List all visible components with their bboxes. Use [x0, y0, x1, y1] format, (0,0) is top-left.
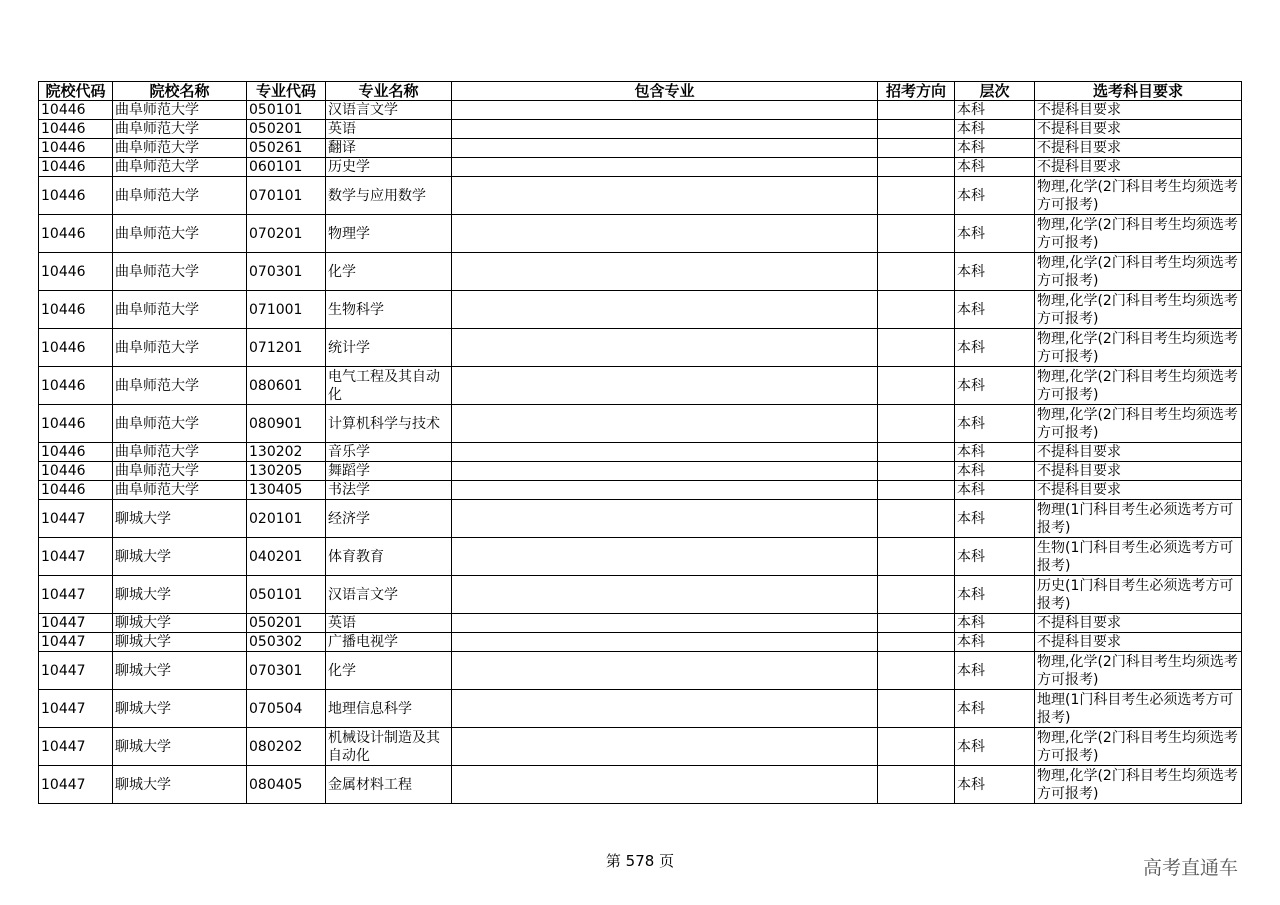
cell-direction: [878, 120, 955, 139]
cell-school-name: 曲阜师范大学: [113, 101, 247, 120]
cell-direction: [878, 291, 955, 329]
table-row: [39, 538, 1242, 576]
cell-included-majors: [452, 576, 878, 614]
cell-school-code: 10447: [39, 728, 113, 766]
cell-direction: [878, 652, 955, 690]
cell-included-majors: [452, 728, 878, 766]
cell-included-majors: [452, 177, 878, 215]
cell-school-name: 曲阜师范大学: [113, 139, 247, 158]
cell-major-code: 040201: [247, 538, 326, 576]
cell-school-name: 曲阜师范大学: [113, 329, 247, 367]
cell-major-name: 经济学: [326, 500, 452, 538]
cell-direction: [878, 462, 955, 481]
cell-major-name: 汉语言文学: [326, 101, 452, 120]
cell-major-name: 音乐学: [326, 443, 452, 462]
cell-school-code: 10446: [39, 253, 113, 291]
table-row: [39, 652, 1242, 690]
cell-level: 本科: [955, 614, 1035, 633]
cell-major-code: 080601: [247, 367, 326, 405]
cell-subject-requirement: 物理,化学(2门科目考生均须选考方可报考): [1035, 177, 1242, 215]
cell-level: 本科: [955, 652, 1035, 690]
cell-school-name: 聊城大学: [113, 633, 247, 652]
cell-school-name: 曲阜师范大学: [113, 367, 247, 405]
cell-school-name: 聊城大学: [113, 538, 247, 576]
cell-school-name: 曲阜师范大学: [113, 158, 247, 177]
cell-school-name: 曲阜师范大学: [113, 177, 247, 215]
cell-direction: [878, 500, 955, 538]
cell-school-code: 10446: [39, 443, 113, 462]
table-row: [39, 462, 1242, 481]
cell-direction: [878, 329, 955, 367]
table-row: [39, 405, 1242, 443]
cell-major-code: 050302: [247, 633, 326, 652]
cell-direction: [878, 538, 955, 576]
cell-level: 本科: [955, 728, 1035, 766]
table-row: [39, 367, 1242, 405]
cell-included-majors: [452, 367, 878, 405]
header-school-name: 院校名称: [113, 82, 247, 101]
cell-subject-requirement: 不提科目要求: [1035, 481, 1242, 500]
cell-school-code: 10446: [39, 367, 113, 405]
cell-major-name: 英语: [326, 614, 452, 633]
cell-major-code: 070201: [247, 215, 326, 253]
cell-included-majors: [452, 120, 878, 139]
header-major-code: 专业代码: [247, 82, 326, 101]
cell-included-majors: [452, 633, 878, 652]
table-row: [39, 253, 1242, 291]
cell-school-name: 曲阜师范大学: [113, 215, 247, 253]
cell-included-majors: [452, 215, 878, 253]
cell-level: 本科: [955, 253, 1035, 291]
cell-school-code: 10446: [39, 291, 113, 329]
cell-major-name: 地理信息科学: [326, 690, 452, 728]
cell-school-code: 10446: [39, 101, 113, 120]
watermark-brand: 高考直通车: [1143, 857, 1239, 879]
table-row: [39, 101, 1242, 120]
cell-major-name: 金属材料工程: [326, 766, 452, 804]
header-school-code: 院校代码: [39, 82, 113, 101]
cell-subject-requirement: 不提科目要求: [1035, 158, 1242, 177]
cell-level: 本科: [955, 405, 1035, 443]
header-included-majors: 包含专业: [452, 82, 878, 101]
cell-direction: [878, 253, 955, 291]
cell-major-code: 050261: [247, 139, 326, 158]
cell-direction: [878, 614, 955, 633]
cell-included-majors: [452, 652, 878, 690]
cell-school-name: 聊城大学: [113, 614, 247, 633]
cell-school-name: 聊城大学: [113, 500, 247, 538]
cell-direction: [878, 633, 955, 652]
cell-major-code: 020101: [247, 500, 326, 538]
cell-subject-requirement: 不提科目要求: [1035, 120, 1242, 139]
cell-included-majors: [452, 405, 878, 443]
cell-level: 本科: [955, 177, 1035, 215]
cell-included-majors: [452, 329, 878, 367]
cell-included-majors: [452, 690, 878, 728]
cell-included-majors: [452, 538, 878, 576]
cell-major-name: 生物科学: [326, 291, 452, 329]
cell-major-name: 体育教育: [326, 538, 452, 576]
cell-subject-requirement: 物理,化学(2门科目考生均须选考方可报考): [1035, 766, 1242, 804]
cell-included-majors: [452, 462, 878, 481]
cell-school-code: 10446: [39, 120, 113, 139]
cell-major-name: 统计学: [326, 329, 452, 367]
cell-level: 本科: [955, 101, 1035, 120]
cell-major-code: 050101: [247, 101, 326, 120]
cell-school-code: 10446: [39, 158, 113, 177]
table-row: [39, 576, 1242, 614]
cell-school-code: 10446: [39, 177, 113, 215]
cell-subject-requirement: 地理(1门科目考生必须选考方可报考): [1035, 690, 1242, 728]
cell-school-name: 曲阜师范大学: [113, 253, 247, 291]
cell-school-name: 聊城大学: [113, 766, 247, 804]
cell-school-name: 曲阜师范大学: [113, 462, 247, 481]
cell-subject-requirement: 物理,化学(2门科目考生均须选考方可报考): [1035, 215, 1242, 253]
cell-subject-requirement: 物理,化学(2门科目考生均须选考方可报考): [1035, 329, 1242, 367]
cell-subject-requirement: 物理,化学(2门科目考生均须选考方可报考): [1035, 728, 1242, 766]
cell-school-code: 10446: [39, 462, 113, 481]
cell-major-code: 080202: [247, 728, 326, 766]
cell-direction: [878, 177, 955, 215]
cell-school-code: 10447: [39, 766, 113, 804]
cell-school-code: 10446: [39, 329, 113, 367]
cell-direction: [878, 690, 955, 728]
cell-subject-requirement: 物理(1门科目考生必须选考方可报考): [1035, 500, 1242, 538]
cell-subject-requirement: 不提科目要求: [1035, 614, 1242, 633]
table-row: [39, 215, 1242, 253]
table-row: [39, 766, 1242, 804]
table-row: [39, 481, 1242, 500]
cell-school-name: 曲阜师范大学: [113, 443, 247, 462]
cell-subject-requirement: 不提科目要求: [1035, 633, 1242, 652]
cell-major-name: 舞蹈学: [326, 462, 452, 481]
cell-school-code: 10447: [39, 614, 113, 633]
cell-school-code: 10446: [39, 481, 113, 500]
cell-school-code: 10446: [39, 215, 113, 253]
cell-major-name: 机械设计制造及其自动化: [326, 728, 452, 766]
cell-school-name: 曲阜师范大学: [113, 120, 247, 139]
cell-major-name: 广播电视学: [326, 633, 452, 652]
cell-included-majors: [452, 291, 878, 329]
cell-included-majors: [452, 158, 878, 177]
cell-major-code: 050201: [247, 120, 326, 139]
cell-major-code: 130405: [247, 481, 326, 500]
cell-direction: [878, 443, 955, 462]
cell-school-code: 10447: [39, 633, 113, 652]
cell-subject-requirement: 历史(1门科目考生必须选考方可报考): [1035, 576, 1242, 614]
cell-direction: [878, 367, 955, 405]
cell-subject-requirement: 物理,化学(2门科目考生均须选考方可报考): [1035, 652, 1242, 690]
cell-school-name: 聊城大学: [113, 652, 247, 690]
cell-direction: [878, 158, 955, 177]
cell-major-code: 050201: [247, 614, 326, 633]
cell-subject-requirement: 物理,化学(2门科目考生均须选考方可报考): [1035, 405, 1242, 443]
cell-included-majors: [452, 481, 878, 500]
cell-level: 本科: [955, 443, 1035, 462]
cell-major-code: 060101: [247, 158, 326, 177]
cell-subject-requirement: 不提科目要求: [1035, 139, 1242, 158]
cell-included-majors: [452, 500, 878, 538]
cell-school-name: 聊城大学: [113, 690, 247, 728]
cell-school-code: 10447: [39, 538, 113, 576]
cell-level: 本科: [955, 766, 1035, 804]
cell-level: 本科: [955, 215, 1035, 253]
cell-major-code: 071201: [247, 329, 326, 367]
cell-major-name: 化学: [326, 253, 452, 291]
table-row: [39, 177, 1242, 215]
page-number: 第 578 页: [605, 852, 675, 870]
cell-major-code: 070301: [247, 253, 326, 291]
table-row: [39, 500, 1242, 538]
cell-school-name: 曲阜师范大学: [113, 481, 247, 500]
cell-major-name: 计算机科学与技术: [326, 405, 452, 443]
table-row: [39, 690, 1242, 728]
cell-major-code: 070301: [247, 652, 326, 690]
cell-major-name: 历史学: [326, 158, 452, 177]
cell-major-code: 080405: [247, 766, 326, 804]
header-major-name: 专业名称: [326, 82, 452, 101]
cell-major-name: 汉语言文学: [326, 576, 452, 614]
cell-school-name: 曲阜师范大学: [113, 291, 247, 329]
cell-level: 本科: [955, 462, 1035, 481]
cell-subject-requirement: 生物(1门科目考生必须选考方可报考): [1035, 538, 1242, 576]
header-direction: 招考方向: [878, 82, 955, 101]
cell-level: 本科: [955, 576, 1035, 614]
cell-major-name: 电气工程及其自动化: [326, 367, 452, 405]
table-body: [39, 101, 1242, 804]
cell-major-code: 130205: [247, 462, 326, 481]
cell-school-name: 聊城大学: [113, 576, 247, 614]
cell-level: 本科: [955, 538, 1035, 576]
cell-major-name: 书法学: [326, 481, 452, 500]
cell-school-code: 10447: [39, 576, 113, 614]
cell-school-code: 10447: [39, 690, 113, 728]
cell-included-majors: [452, 253, 878, 291]
table-row: [39, 139, 1242, 158]
cell-level: 本科: [955, 291, 1035, 329]
cell-school-code: 10446: [39, 139, 113, 158]
cell-level: 本科: [955, 367, 1035, 405]
cell-included-majors: [452, 614, 878, 633]
cell-subject-requirement: 物理,化学(2门科目考生均须选考方可报考): [1035, 367, 1242, 405]
cell-included-majors: [452, 443, 878, 462]
table-row: [39, 614, 1242, 633]
cell-level: 本科: [955, 329, 1035, 367]
cell-subject-requirement: 不提科目要求: [1035, 462, 1242, 481]
cell-major-code: 070101: [247, 177, 326, 215]
header-level: 层次: [955, 82, 1035, 101]
table-row: [39, 120, 1242, 139]
cell-major-name: 化学: [326, 652, 452, 690]
cell-major-code: 070504: [247, 690, 326, 728]
cell-direction: [878, 576, 955, 614]
cell-major-code: 130202: [247, 443, 326, 462]
cell-major-code: 071001: [247, 291, 326, 329]
table-row: [39, 158, 1242, 177]
cell-major-name: 物理学: [326, 215, 452, 253]
cell-school-name: 聊城大学: [113, 728, 247, 766]
cell-level: 本科: [955, 158, 1035, 177]
cell-included-majors: [452, 766, 878, 804]
header-subject-requirement: 选考科目要求: [1035, 82, 1242, 101]
table-row: [39, 728, 1242, 766]
cell-school-name: 曲阜师范大学: [113, 405, 247, 443]
cell-major-name: 英语: [326, 120, 452, 139]
admissions-table: [38, 81, 1242, 804]
cell-included-majors: [452, 101, 878, 120]
table-row: [39, 329, 1242, 367]
cell-major-name: 翻译: [326, 139, 452, 158]
cell-direction: [878, 481, 955, 500]
cell-major-name: 数学与应用数学: [326, 177, 452, 215]
header-row: [39, 82, 1242, 101]
cell-level: 本科: [955, 690, 1035, 728]
table-row: [39, 633, 1242, 652]
cell-level: 本科: [955, 633, 1035, 652]
cell-direction: [878, 728, 955, 766]
table-row: [39, 291, 1242, 329]
table-row: [39, 443, 1242, 462]
cell-school-code: 10447: [39, 500, 113, 538]
cell-direction: [878, 405, 955, 443]
cell-subject-requirement: 物理,化学(2门科目考生均须选考方可报考): [1035, 291, 1242, 329]
cell-direction: [878, 766, 955, 804]
cell-level: 本科: [955, 139, 1035, 158]
cell-direction: [878, 139, 955, 158]
cell-level: 本科: [955, 120, 1035, 139]
cell-major-code: 050101: [247, 576, 326, 614]
cell-subject-requirement: 不提科目要求: [1035, 101, 1242, 120]
cell-subject-requirement: 不提科目要求: [1035, 443, 1242, 462]
cell-school-code: 10446: [39, 405, 113, 443]
cell-direction: [878, 101, 955, 120]
cell-subject-requirement: 物理,化学(2门科目考生均须选考方可报考): [1035, 253, 1242, 291]
cell-included-majors: [452, 139, 878, 158]
cell-direction: [878, 215, 955, 253]
cell-school-code: 10447: [39, 652, 113, 690]
cell-major-code: 080901: [247, 405, 326, 443]
cell-level: 本科: [955, 481, 1035, 500]
cell-level: 本科: [955, 500, 1035, 538]
